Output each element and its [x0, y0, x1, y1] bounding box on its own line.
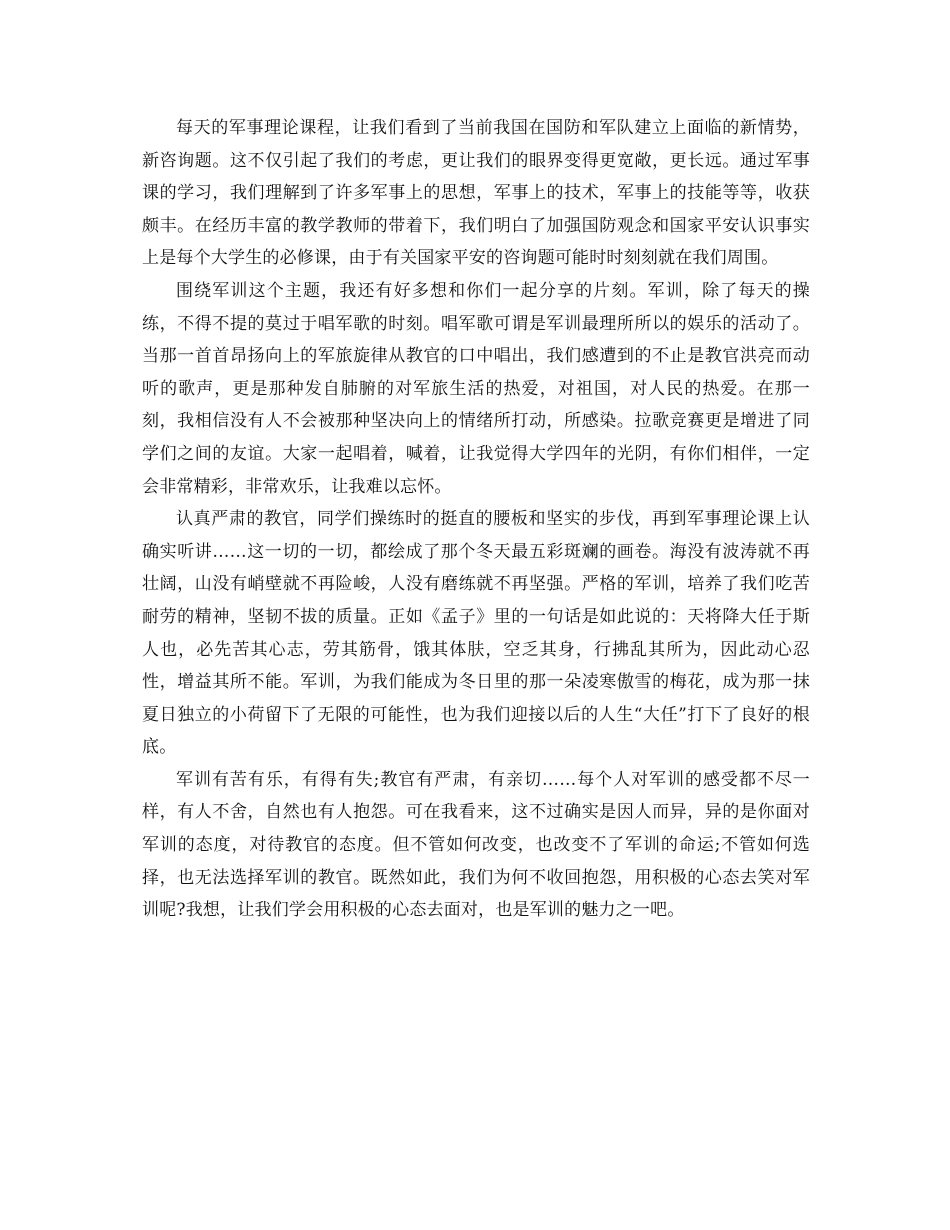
document-body	[142, 112, 810, 927]
paragraph-2: 围绕军训这个主题，我还有好多想和你们一起分享的片刻。军训，除了每天的操练，不得不提的莫过于唱军歌的时刻。唱军歌可谓是军训最理所所以的娱乐的活动了。当那一首首昂扬向上的军旅旋律从教官的口中唱出，我们感遭到的不止是教官洪亮而动听的歌声，更是那种发自肺腑的对军旅生活的热爱，对祖国，对人民的热爱。在那一刻，我相信没有人不会被那种坚决向上的情绪所打动，所感染。拉歌竞赛更是增进了同学们之间的友谊。大家一起唱着，喊着，让我觉得大学四年的光阴，有你们相伴，一定会非常精彩，非常欢乐，让我难以忘怀。	[142, 280, 810, 497]
paragraph-4: 军训有苦有乐，有得有失;教官有严肃，有亲切……每个人对军训的感受都不尽一样，有人不舍，自然也有人抱怨。可在我看来，这不过确实是因人而异，异的是你面对军训的态度，对待教官的态度。但不管如何改变，也改变不了军训的命运;不管如何选择，也无法选择军训的教官。既然如此，我们为何不收回抱怨，用积极的心态去笑对军训呢?我想，让我们学会用积极的心态去面对，也是军训的魅力之一吧。	[142, 769, 810, 921]
paragraph-1: 每天的军事理论课程，让我们看到了当前我国在国防和军队建立上面临的新情势，新咨询题。这不仅引起了我们的考虑，更让我们的眼界变得更宽敞，更长远。通过军事课的学习，我们理解到了许多军事上的思想，军事上的技术，军事上的技能等等，收获颇丰。在经历丰富的教学教师的带着下，我们明白了加强国防观念和国家平安认识事实上是每个大学生的必修课，由于有关国家平安的咨询题可能时时刻刻就在我们周围。	[142, 118, 810, 269]
paragraph-3: 认真严肃的教官，同学们操练时的挺直的腰板和坚实的步伐，再到军事理论课上认确实听讲……这一切的一切，都绘成了那个冬天最五彩斑斓的画卷。海没有波涛就不再壮阔，山没有峭壁就不再险峻，人没有磨练就不再坚强。严格的军训，培养了我们吃苦耐劳的精神，坚韧不拔的质量。正如《孟子》里的一句话是如此说的：天将降大任于斯人也，必先苦其心志，劳其筋骨，饿其体肤，空乏其身，行拂乱其所为，因此动心忍性，增益其所不能。军训，为我们能成为冬日里的那一朵凌寒傲雪的梅花，成为那一抹夏日独立的小荷留下了无限的可能性，也为我们迎接以后的人生“大任”打下了良好的根底。	[142, 509, 810, 758]
